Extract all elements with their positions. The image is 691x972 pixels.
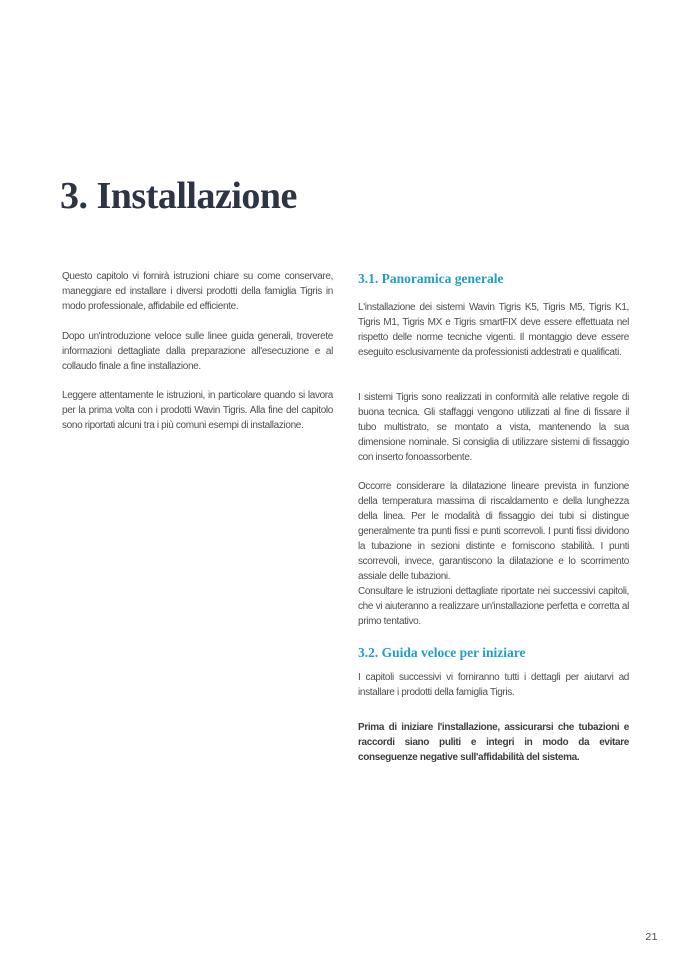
section-3-1-paragraph-1: L'installazione dei sistemi Wavin Tigris K5, Tigris M5, Tigris K1, Tigris M1, Tigris MX e Tigris smartFIX deve essere effettuata nel rispetto delle norme tecniche vigenti. Il montaggio deve essere eseguito esclusivamente da professionisti addestrati e qualificati. — [358, 302, 629, 358]
section-3-1-paragraph-2: I sistemi Tigris sono realizzati in conformità alle relative regole di buona tecnica. Gli staffaggi vengono utilizzati al fine di fissare il tubo multistrato, se montato a vista, mantenendo la sua dimensione nominale. Si consiglia di utilizzare sistemi di fissaggio con inserto fonoassorbente. — [358, 392, 629, 463]
section-3-2-bold-warning: Prima di iniziare l'installazione, assicurarsi che tubazioni e raccordi siano puliti e integri in modo da evitare conseguenze negative sull'affidabilità del sistema. — [358, 722, 629, 763]
section-heading-3-1: 3.1. Panoramica generale — [358, 271, 504, 286]
section-3-2-paragraph-1: I capitoli successivi vi forniranno tutti i dettagli per aiutarvi ad installare i prodotti della famiglia Tigris. — [358, 672, 629, 698]
intro-paragraph-3: Leggere attentamente le istruzioni, in particolare quando si lavora per la prima volta con i prodotti Wavin Tigris. Alla fine del capitolo sono riportati alcuni tra i più comuni esempi di installazione. — [62, 390, 333, 431]
page-number: 21 — [645, 931, 658, 943]
section-3-1-paragraph-3 — [358, 479, 629, 629]
intro-paragraph-2: Dopo un'introduzione veloce sulle linee guida generali, troverete informazioni dettagliate dalla preparazione all'esecuzione e al collaudo finale a fine installazione. — [62, 331, 333, 372]
section-3-1-paragraph-3a: Occorre considerare la dilatazione lineare prevista in funzione della temperatura massima di riscaldamento e della lunghezza della linea. Per le modalità di fissaggio dei tubi si distingue generalmente tra punti fissi e punti scorrevoli. I punti fissi dividono la tubazione in sezioni distinte e forniscono stabilità. I punti scorrevoli, invece, garantiscono la dilatazione e lo scorrimento assiale delle tubazioni. — [358, 481, 629, 582]
chapter-title: 3. Installazione — [60, 175, 297, 218]
section-3-1-paragraph-3b: Consultare le istruzioni dettagliate riportate nei successivi capitoli, che vi aiuteranno a realizzare un'installazione perfetta e corretta al primo tentativo. — [358, 586, 629, 627]
section-heading-3-2: 3.2. Guida veloce per iniziare — [358, 645, 526, 660]
intro-paragraph-1: Questo capitolo vi fornirà istruzioni chiare su come conservare, maneggiare ed installare i diversi prodotti della famiglia Tigris in modo professionale, affidabile ed efficiente. — [62, 271, 333, 312]
